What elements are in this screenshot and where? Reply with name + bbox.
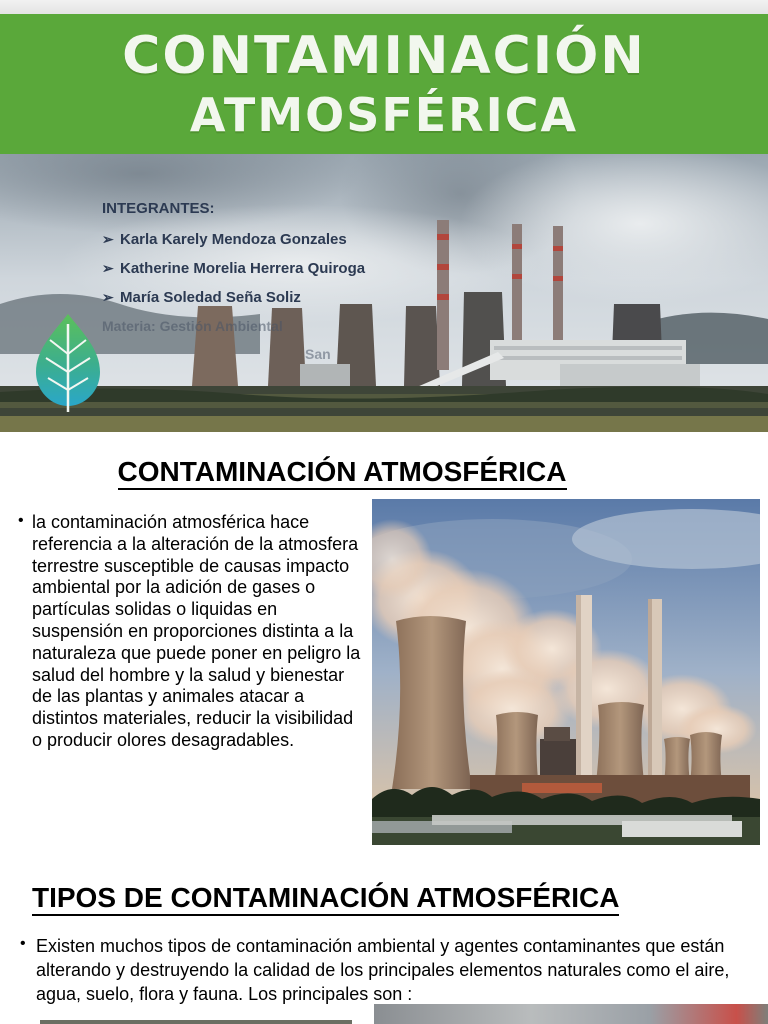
materia-label: Materia: Gestión Ambiental xyxy=(102,318,283,334)
cooling-towers-photo xyxy=(372,499,760,845)
types-slide xyxy=(0,852,768,1024)
slide-title xyxy=(32,882,619,914)
top-strip xyxy=(0,0,768,14)
cover-title-line-2: ATMOSFÉRICA xyxy=(189,88,579,142)
bullet-icon: • xyxy=(18,512,24,529)
next-image-left-edge xyxy=(40,1020,352,1024)
slide-title xyxy=(0,456,684,488)
member-item xyxy=(102,283,365,312)
bullet-icon: • xyxy=(20,935,26,952)
types-paragraph xyxy=(20,934,760,1006)
leaf-icon xyxy=(32,310,104,414)
definition-text: la contaminación atmosférica hace referencia a la alteración de la atmosfera terrestre susceptible de causas impacto ambiental por la adición de gases o partículas solidas o liquidas en suspensión en proporciones distinta a la naturaleza que puede poner en peligro la salud del hombre y la salud y bienestar de las plantas y animales atacar a distintos materiales, reducir la visibilidad o producir olores desagradables. xyxy=(32,512,361,750)
member-item xyxy=(102,254,365,283)
cover-title-line-1: CONTAMINACIÓN xyxy=(122,26,646,86)
arrow-bullet-icon: ➢ xyxy=(102,260,114,276)
member-name: María Soledad Seña Soliz xyxy=(120,289,301,306)
member-name: Karla Karely Mendoza Gonzales xyxy=(120,231,347,248)
next-image-right-edge xyxy=(374,1004,768,1024)
integrantes-heading: INTEGRANTES: xyxy=(102,200,215,217)
arrow-bullet-icon: ➢ xyxy=(102,231,114,247)
definition-paragraph xyxy=(18,512,363,752)
member-name: Katherine Morelia Herrera Quiroga xyxy=(120,260,366,277)
cover-slide xyxy=(0,0,768,432)
member-item xyxy=(102,225,365,254)
docente-fragment: San xyxy=(305,346,331,362)
integrantes-block xyxy=(102,200,365,312)
arrow-bullet-icon: ➢ xyxy=(102,289,114,305)
slide-title-text: TIPOS DE CONTAMINACIÓN ATMOSFÉRICA xyxy=(32,882,619,916)
types-text: Existen muchos tipos de contaminación ambiental y agentes contaminantes que están alterando y destruyendo la calidad de los principales elementos naturales como el aire, agua, suelo, flora y fauna. Los principales son : xyxy=(36,936,730,1004)
definition-slide xyxy=(0,432,768,852)
slide-title-text: CONTAMINACIÓN ATMOSFÉRICA xyxy=(118,456,567,490)
